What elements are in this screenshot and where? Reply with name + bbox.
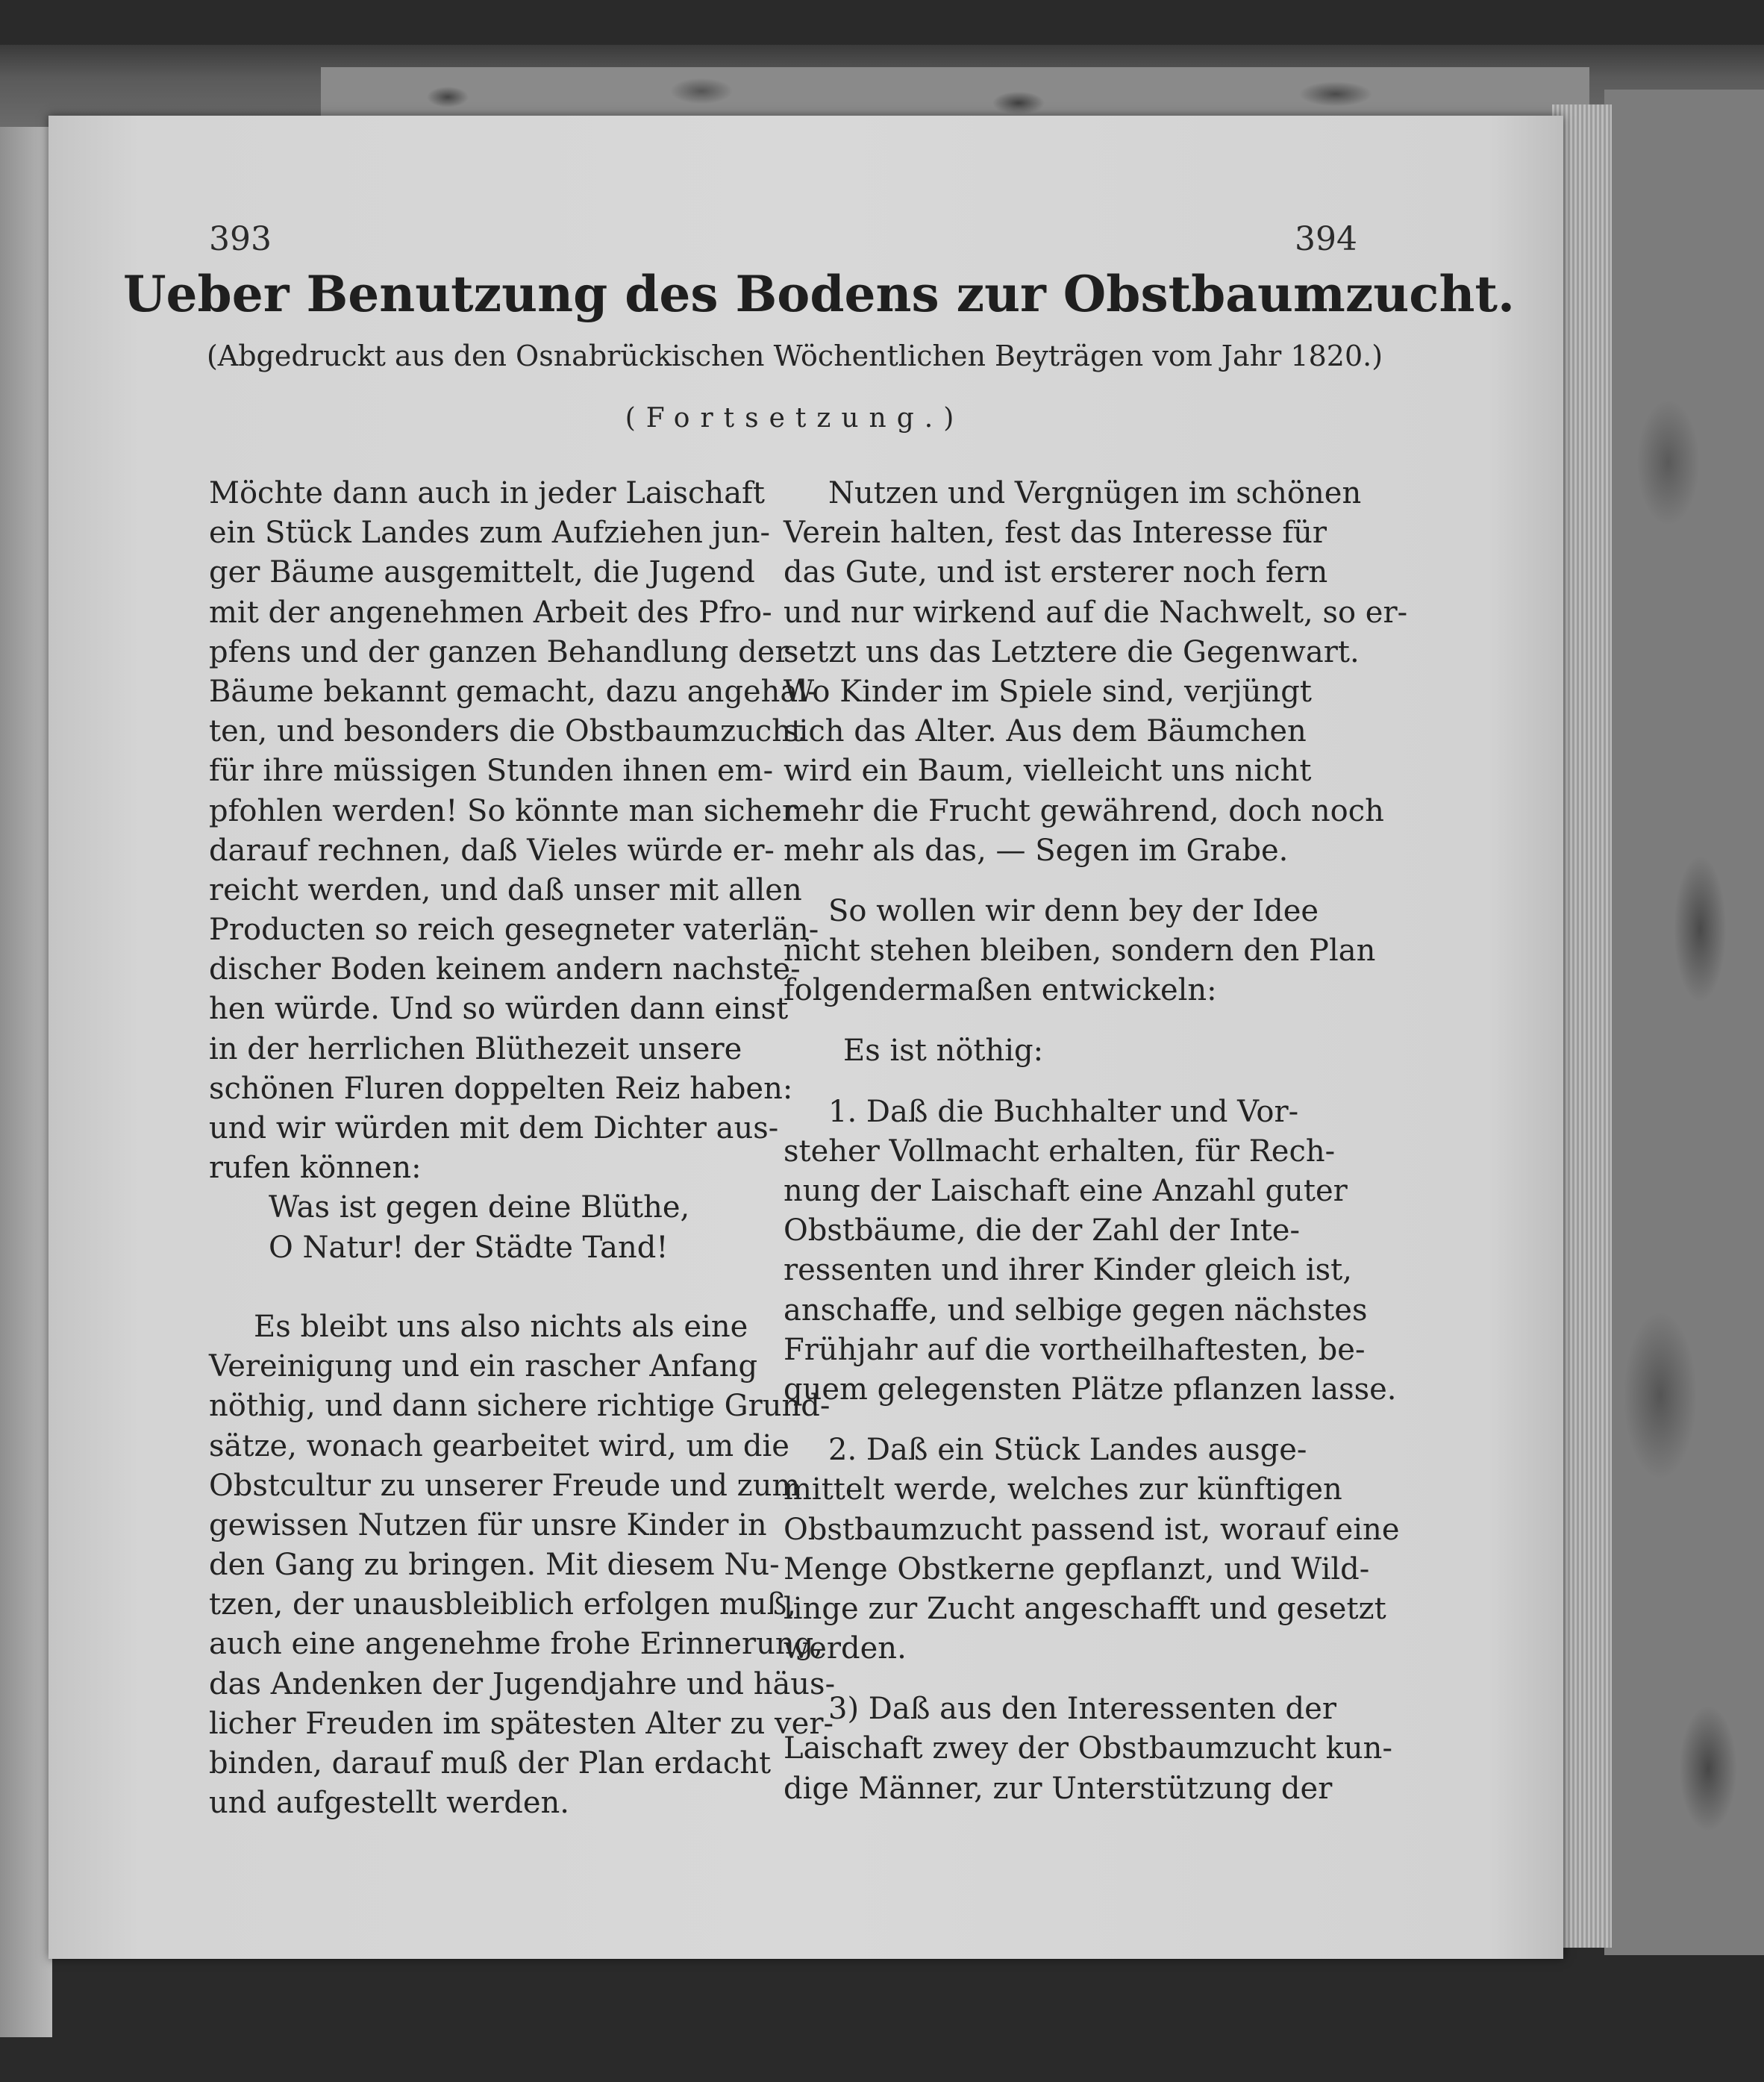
paragraph-gap <box>784 1072 1373 1092</box>
text-line: So wollen wir denn bey der Idee <box>828 893 1319 928</box>
text-line: und nur wirkend auf die Nachwelt, so er- <box>784 595 1408 630</box>
text-line: tzen, der unausbleiblich erfolgen muß, <box>209 1587 797 1622</box>
text-line: Nutzen und Vergnügen im schönen <box>828 476 1362 510</box>
text-line: Möchte dann auch in jeder Laischaft <box>209 476 765 510</box>
text-line: Menge Obstkerne gepflanzt, und Wild- <box>784 1551 1370 1586</box>
list-item: 3) Daß aus den Interessenten der <box>828 1692 1336 1727</box>
text-line: quem gelegensten Plätze pflanzen lasse. <box>784 1372 1397 1407</box>
text-line: mit der angenehmen Arbeit des Pfro- <box>209 595 772 630</box>
left-column <box>209 474 836 1823</box>
list-item: 1. Daß die Buchhalter und Vor- <box>828 1094 1299 1129</box>
paragraph-gap <box>784 1410 1373 1431</box>
text-line: gewissen Nutzen für unsre Kinder in <box>209 1507 767 1542</box>
page-number-left: 393 <box>209 220 272 258</box>
text-line: reicht werden, und daß unser mit allen <box>209 872 802 907</box>
article-subtitle: (Abgedruckt aus den Osnabrückischen Wöchentlichen Beyträgen vom Jahr 1820.) <box>206 340 1383 372</box>
text-line: und wir würden mit dem Dichter aus- <box>209 1111 779 1145</box>
text-line: Obstbaumzucht passend ist, worauf eine <box>784 1512 1400 1547</box>
text-line: in der herrlichen Blüthezeit unsere <box>209 1031 742 1066</box>
left-page-edge <box>0 127 52 2037</box>
text-line: Laischaft zwey der Obstbaumzucht kun- <box>784 1731 1392 1766</box>
text-line: mittelt werde, welches zur künftigen <box>784 1472 1342 1507</box>
text-line: folgendermaßen entwickeln: <box>784 973 1217 1008</box>
text-line: schönen Fluren doppelten Reiz haben: <box>209 1071 793 1106</box>
text-line: binden, darauf muß der Plan erdacht <box>209 1746 772 1781</box>
text-line: den Gang zu bringen. Mit diesem Nu- <box>209 1548 780 1583</box>
text-line: ger Bäume ausgemittelt, die Jugend <box>209 555 755 590</box>
section-heading: Es ist nöthig: <box>843 1034 1044 1069</box>
marbled-endpaper-right <box>1604 90 1764 1955</box>
continuation-note: (Fortsetzung.) <box>625 403 965 434</box>
text-line: Frühjahr auf die vortheilhaftesten, be- <box>784 1332 1366 1367</box>
text-line: sätze, wonach gearbeitet wird, um die <box>209 1428 789 1463</box>
text-line: mehr die Frucht gewährend, doch noch <box>784 793 1384 828</box>
text-line: nöthig, und dann sichere richtige Grund- <box>209 1389 831 1424</box>
text-line: auch eine angenehme frohe Erinnerung, <box>209 1627 823 1662</box>
paragraph-gap <box>784 1010 1373 1031</box>
text-line: ein Stück Landes zum Aufziehen jun- <box>209 516 771 551</box>
printed-page <box>49 116 1563 1959</box>
text-line: ressenten und ihrer Kinder gleich ist, <box>784 1253 1352 1288</box>
page-number-right: 394 <box>1295 220 1357 258</box>
text-line: hen würde. Und so würden dann einst <box>209 992 789 1027</box>
text-line: setzt uns das Letztere die Gegenwart. <box>784 634 1360 669</box>
text-line: und aufgestellt werden. <box>209 1786 569 1821</box>
text-line: für ihre müssigen Stunden ihnen em- <box>209 754 774 789</box>
text-line: linge zur Zucht angeschafft und gesetzt <box>784 1591 1386 1626</box>
text-line: ten, und besonders die Obstbaumzucht <box>209 714 804 749</box>
text-line: licher Freuden im spätesten Alter zu ver- <box>209 1706 833 1741</box>
text-line: rufen können: <box>209 1151 422 1186</box>
list-item: 2. Daß ein Stück Landes ausge- <box>828 1433 1307 1468</box>
text-line: pfens und der ganzen Behandlung der <box>209 634 789 669</box>
text-line: wird ein Baum, vielleicht uns nicht <box>784 754 1312 789</box>
text-line: pfohlen werden! So könnte man sicher <box>209 793 797 828</box>
text-line: darauf rechnen, daß Vieles würde er- <box>209 833 775 868</box>
right-column <box>784 474 1408 1809</box>
text-line: nung der Laischaft eine Anzahl guter <box>784 1174 1348 1208</box>
paragraph-gap <box>784 871 1373 892</box>
text-line: steher Vollmacht erhalten, für Rech- <box>784 1134 1336 1169</box>
paragraph-gap <box>784 1669 1373 1689</box>
paragraph-gap <box>209 1268 791 1307</box>
poem-line: Was ist gegen deine Blüthe, <box>269 1190 690 1225</box>
text-line: Verein halten, fest das Interesse für <box>784 516 1327 551</box>
text-line: anschaffe, und selbige gegen nächstes <box>784 1292 1368 1328</box>
text-line: nicht stehen bleiben, sondern den Plan <box>784 934 1376 969</box>
text-line: Bäume bekannt gemacht, dazu angehal- <box>209 674 818 709</box>
text-line: discher Boden keinem andern nachste- <box>209 952 801 987</box>
text-line: werden. <box>784 1631 907 1666</box>
text-line: das Andenken der Jugendjahre und häus- <box>209 1666 836 1701</box>
text-line: Vereinigung und ein rascher Anfang <box>209 1349 758 1384</box>
text-line: Producten so reich gesegneter vaterlän- <box>209 913 819 948</box>
text-line: Es bleibt uns also nichts als eine <box>254 1309 748 1344</box>
text-line: Wo Kinder im Spiele sind, verjüngt <box>784 674 1312 709</box>
text-line: mehr als das, — Segen im Grabe. <box>784 833 1289 868</box>
poem-line: O Natur! der Städte Tand! <box>269 1230 669 1265</box>
text-line: dige Männer, zur Unterstützung der <box>784 1771 1333 1806</box>
text-line: Obstcultur zu unserer Freude und zum <box>209 1468 801 1503</box>
article-title: Ueber Benutzung des Bodens zur Obstbaumzucht. <box>123 265 1515 323</box>
text-line: das Gute, und ist ersterer noch fern <box>784 555 1328 590</box>
text-line: sich das Alter. Aus dem Bäumchen <box>784 714 1307 749</box>
text-line: Obstbäume, die der Zahl der Inte- <box>784 1213 1300 1248</box>
